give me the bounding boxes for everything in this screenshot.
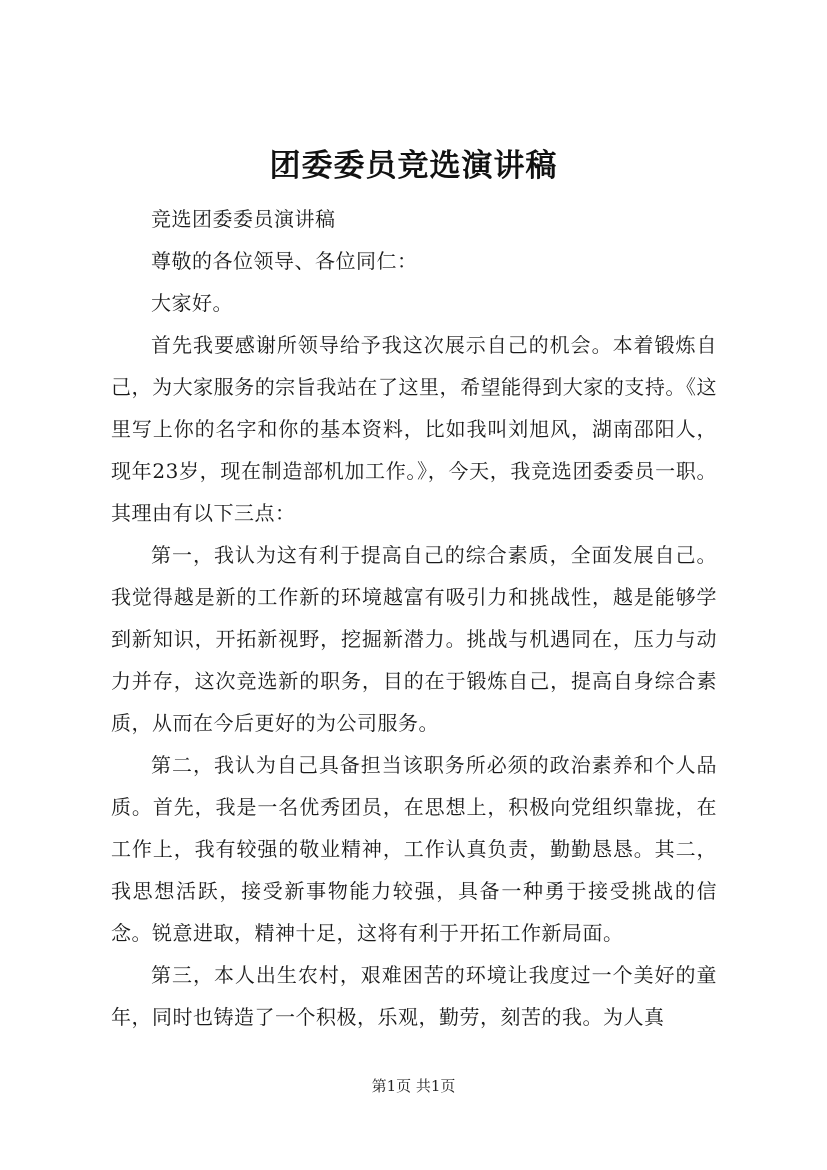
paragraph-reason-two: 第二，我认为自己具备担当该职务所必须的政治素养和个人品质。首先，我是一名优秀团员，在思想上，积极向党组织靠拢，在工作上，我有较强的敬业精神，工作认真负责，勤勤恳恳。其二，我思想活跃，接受新事物能力较强，具备一种勇于接受挑战的信念。锐意进取，精神十足，这将有利于开拓工作新局面。: [111, 753, 717, 945]
paragraph-reason-one: 第一，我认为这有利于提高自己的综合素质，全面发展自己。我觉得越是新的工作新的环境越富有吸引力和挑战性，越是能够学到新知识，开拓新视野，挖掘新潜力。挑战与机遇同在，压力与动力并存，这次竞选新的职务，目的在于锻炼自己，提高自身综合素质，从而在今后更好的为公司服务。: [111, 543, 717, 735]
document-title: 团委委员竞选演讲稿: [269, 148, 558, 184]
page-number-label: 第1页 共1页: [371, 1077, 456, 1095]
paragraph-subtitle: 竞选团委委员演讲稿: [151, 207, 336, 231]
document-body: [111, 198, 717, 1038]
paragraph-reason-three: 第三，本人出生农村，艰难困苦的环境让我度过一个美好的童年，同时也铸造了一个积极，乐观，勤劳，刻苦的我。为人真: [111, 963, 717, 1029]
paragraph-greeting: 大家好。: [151, 291, 233, 315]
paragraph-intro: 首先我要感谢所领导给予我这次展示自己的机会。本着锻炼自己，为大家服务的宗旨我站在了这里，希望能得到大家的支持。《这里写上你的名字和你的基本资料，比如我叫刘旭风，湖南邵阳人，现年23岁，现在制造部机加工作。》，今天，我竞选团委委员一职。其理由有以下三点：: [111, 333, 717, 525]
paragraph-salutation: 尊敬的各位领导、各位同仁：: [151, 249, 418, 273]
page-footer: [0, 1076, 827, 1096]
